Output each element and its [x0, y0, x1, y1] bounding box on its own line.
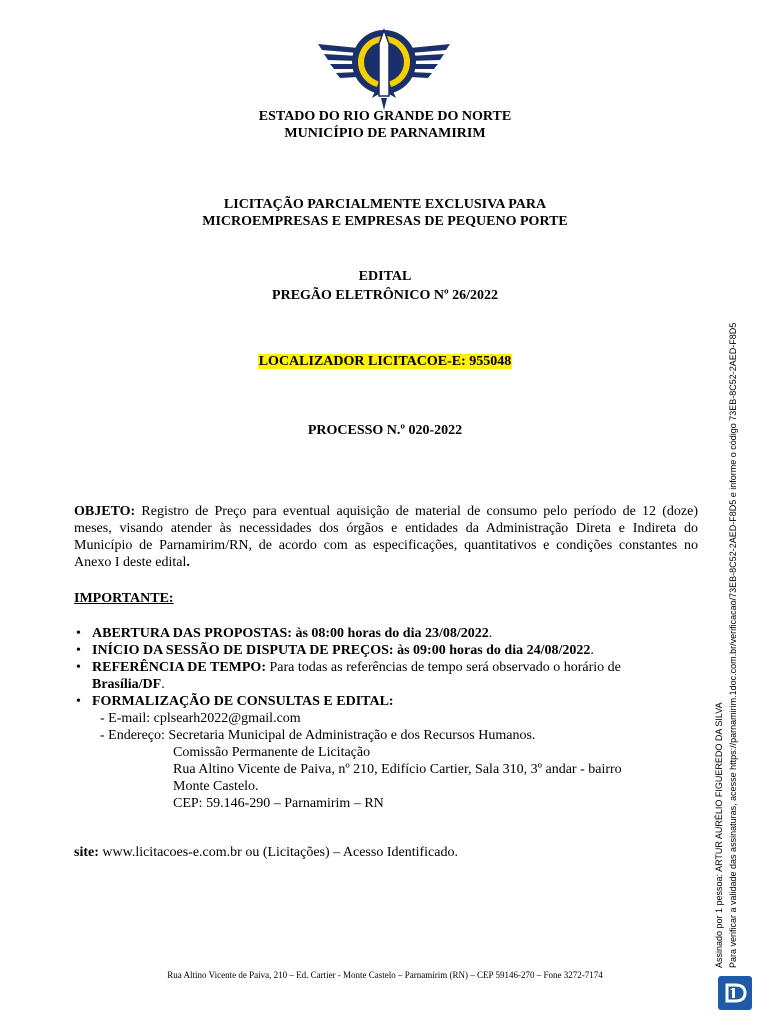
inicio-text: INÍCIO DA SESSÃO DE DISPUTA DE PREÇOS: às 09:00 horas do dia 24/08/2022	[92, 643, 591, 658]
endereco-line: - Endereço: Secretaria Municipal de Administração e dos Recursos Humanos.	[100, 728, 536, 743]
referencia-text: Para todas as referências de tempo será observado o horário de	[269, 660, 621, 675]
site-label: site:	[74, 845, 99, 860]
cep-line: CEP: 59.146-290 – Parnamirim – RN	[173, 796, 384, 811]
bairro-line: Monte Castelo.	[173, 779, 259, 794]
header-municipality: MUNICÍPIO DE PARNAMIRIM	[284, 126, 486, 141]
page-footer: Rua Altino Vicente de Paiva, 210 – Ed. Cartier - Monte Castelo – Parnamirim (RN) – CEP 59146-270 – Fone 3272-7174	[167, 970, 603, 980]
rua-line: Rua Altino Vicente de Paiva, nº 210, Edifício Cartier, Sala 310, 3º andar - bairro	[173, 762, 622, 777]
objeto-text: Registro de Preço para eventual aquisição de material de consumo pelo período de 12 (doze) meses, visando atender às necessidades dos órgãos e entidades da Administração Direta e Indireta do Município de Parnamirim/RN, de acordo com as especificações, quantitativos e condições constantes no Anexo I deste edital	[74, 504, 698, 570]
1doc-badge-icon[interactable]	[718, 976, 752, 1010]
objeto-end: .	[186, 555, 190, 570]
objeto-label: OBJETO:	[74, 504, 136, 519]
objeto-paragraph	[74, 503, 698, 571]
list-item-referencia: • REFERÊNCIA DE TEMPO: Para todas as referências de tempo será observado o horário de Brasília/DF.	[74, 659, 698, 693]
signature-signer: Assinado por 1 pessoa: ARTUR AURÉLIO FIGUEREDO DA SILVA	[714, 702, 724, 968]
signature-verification: Para verificar a validade das assinaturas, acesse https://parnamirim.1doc.com.br/verificacao/73EB-8C52-2AED-F8D5 e informe o código 73EB-8C52-2AED-F8D5	[728, 322, 738, 968]
pregao-number: PREGÃO ELETRÔNICO Nº 26/2022	[272, 288, 498, 303]
important-list	[74, 625, 698, 812]
formalizacao-label: FORMALIZAÇÃO DE CONSULTAS E EDITAL:	[92, 694, 394, 709]
site-text: www.licitacoes-e.com.br ou (Licitações) – Acesso Identificado.	[102, 845, 458, 860]
edital-title: EDITAL	[358, 269, 412, 284]
licitacao-line1: LICITAÇÃO PARCIALMENTE EXCLUSIVA PARA	[223, 197, 547, 212]
localizador	[60, 353, 710, 370]
processo-number: PROCESSO N.º 020-2022	[307, 423, 463, 438]
1doc-logo-icon	[718, 976, 752, 1010]
importante-heading: IMPORTANTE:	[74, 591, 174, 606]
email-line: - E-mail: cplsearh2022@gmail.com	[100, 711, 301, 726]
municipal-emblem-logo	[318, 22, 450, 112]
comissao-line: Comissão Permanente de Licitação	[173, 745, 371, 760]
list-item-formalizacao	[74, 693, 698, 812]
abertura-text: ABERTURA DAS PROPOSTAS: às 08:00 horas do dia 23/08/2022	[92, 626, 489, 641]
licitacao-line2: MICROEMPRESAS E EMPRESAS DE PEQUENO PORTE	[202, 214, 568, 229]
header-state: ESTADO DO RIO GRANDE DO NORTE	[258, 109, 512, 124]
localizador-highlight: LOCALIZADOR LICITACOE-E: 955048	[258, 354, 512, 369]
referencia-label: REFERÊNCIA DE TEMPO:	[92, 660, 266, 675]
referencia-bold: Brasília/DF	[92, 677, 162, 692]
site-line	[74, 844, 698, 861]
list-item-inicio: • INÍCIO DA SESSÃO DE DISPUTA DE PREÇOS: às 09:00 horas do dia 24/08/2022.	[74, 642, 698, 659]
list-item-abertura: • ABERTURA DAS PROPOSTAS: às 08:00 horas do dia 23/08/2022.	[74, 625, 698, 642]
